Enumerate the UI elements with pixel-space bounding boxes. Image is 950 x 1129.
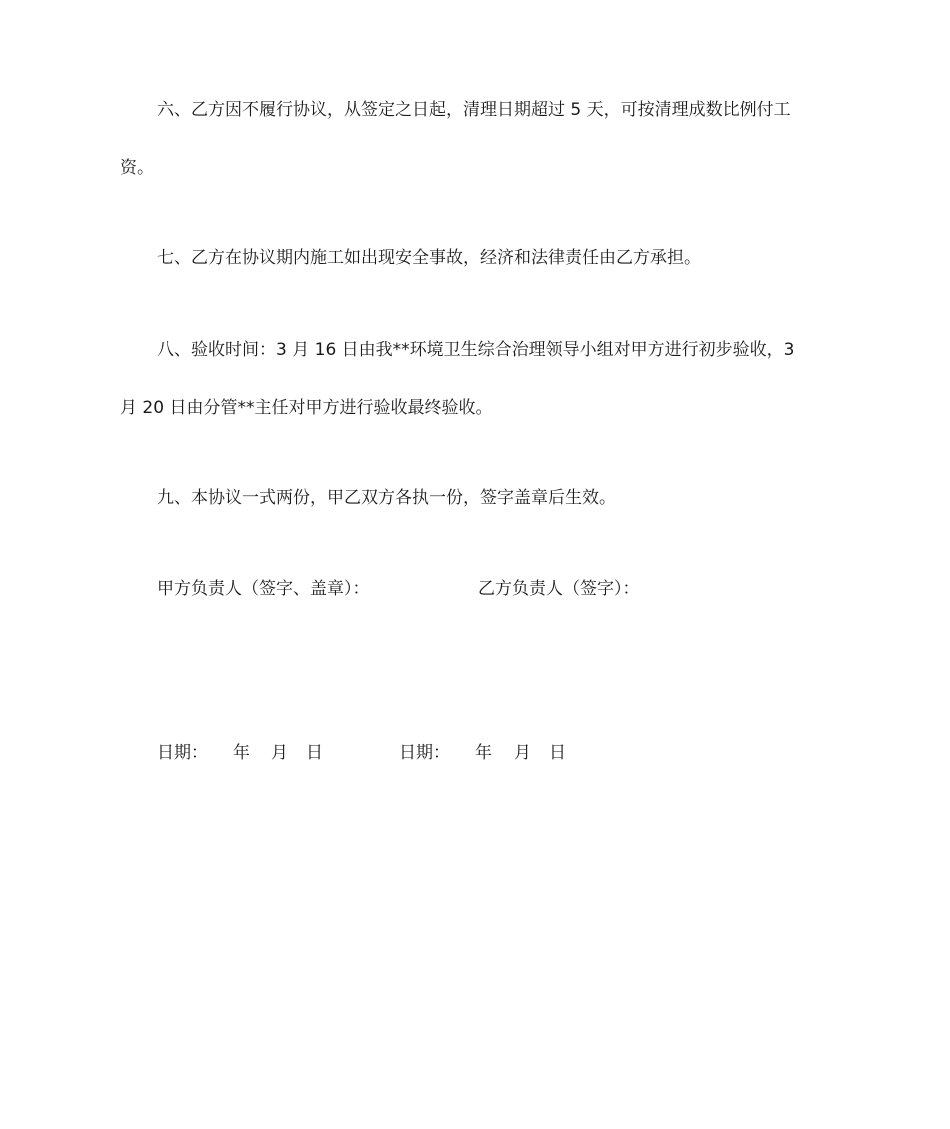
party-b-date-month: 月 [514, 743, 531, 763]
party-b-signature-label: 乙方负责人（签字）： [478, 579, 640, 599]
clause-six-line-2: 资。 [120, 158, 154, 178]
party-a-date-day: 日 [306, 743, 323, 763]
party-b-date-year: 年 [475, 743, 492, 763]
party-b-date-day: 日 [549, 743, 566, 763]
clause-nine-line-1: 九、本协议一式两份，甲乙双方各执一份，签字盖章后生效。 [157, 488, 616, 508]
party-a-date-month: 月 [271, 743, 288, 763]
party-a-signature-label: 甲方负责人（签字、盖章）： [157, 579, 370, 599]
clause-seven-line-1: 七、乙方在协议期内施工如出现安全事故，经济和法律责任由乙方承担。 [157, 248, 701, 268]
clause-eight-line-1: 八、验收时间：3 月 16 日由我**环境卫生综合治理领导小组对甲方进行初步验收，3 [157, 340, 795, 360]
party-b-date-label: 日期： [399, 743, 450, 763]
clause-eight-line-2: 月 20 日由分管**主任对甲方进行验收最终验收。 [120, 398, 493, 418]
party-a-date-year: 年 [233, 743, 250, 763]
clause-six-line-1: 六、乙方因不履行协议，从签定之日起，清理日期超过 5 天，可按清理成数比例付工 [157, 100, 791, 120]
party-a-date-label: 日期： [157, 743, 208, 763]
